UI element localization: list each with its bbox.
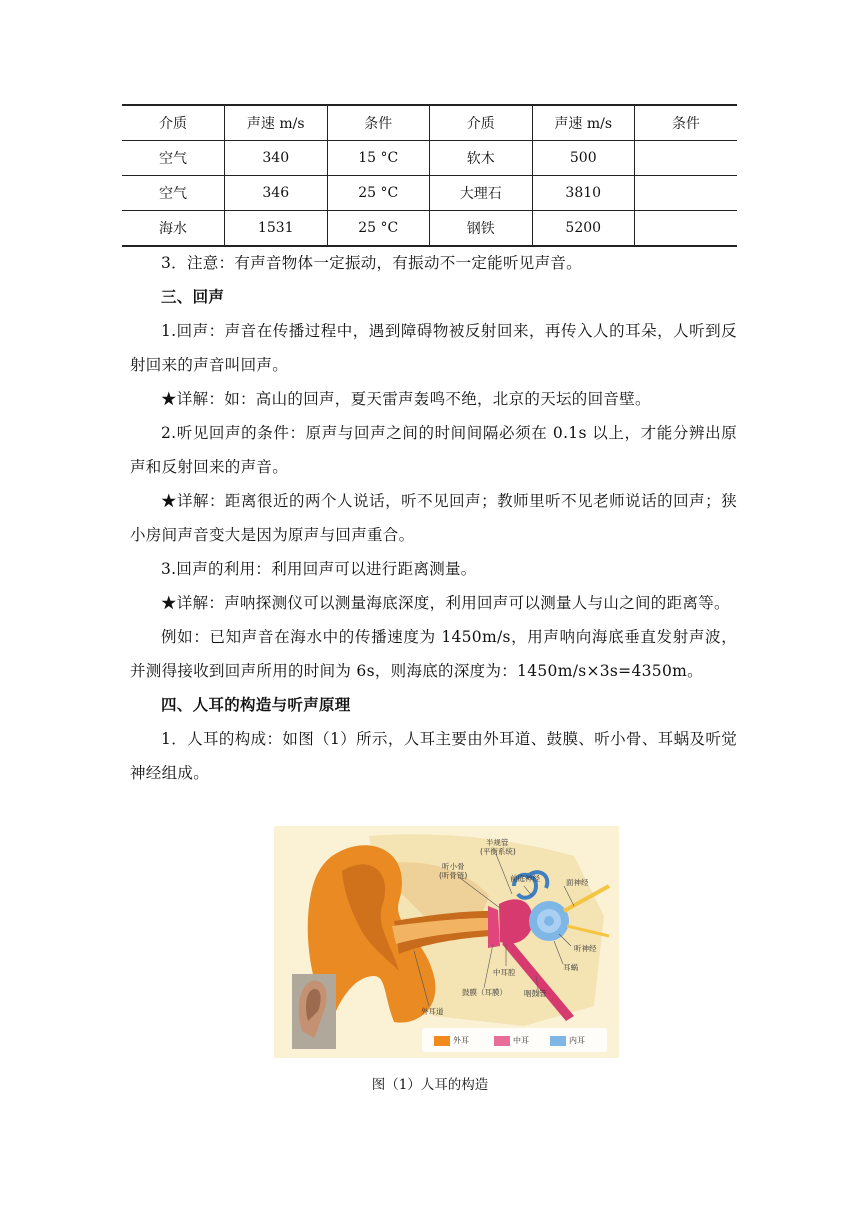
paragraph-echo-definition: 1.回声：声音在传播过程中，遇到障碍物被反射回来，再传入人的耳朵，人听到反射回来的声音叫回声。 (130, 322, 737, 374)
table-cell: 空气 (122, 141, 225, 176)
label-eustachian-tube: 咽鼓管 (524, 989, 547, 998)
paragraph-echo-condition: 2.听见回声的条件：原声与回声之间的时间间隔必须在 0.1s 以上，才能分辨出原声和反射回来的声音。 (130, 424, 737, 476)
table-cell: 3810 (532, 176, 635, 211)
legend-swatch (494, 1036, 510, 1046)
table-header: 介质 (122, 105, 225, 141)
table-cell: 15 °C (327, 141, 430, 176)
paragraph-echo-use: 3.回声的利用：利用回声可以进行距离测量。 (161, 560, 477, 578)
table-cell: 海水 (122, 211, 225, 247)
label-auditory-nerve: 听神经 (574, 944, 597, 953)
table-header: 条件 (327, 105, 430, 141)
table-cell (635, 141, 738, 176)
label-cochlea: 耳蜗 (563, 963, 578, 972)
table-cell: 500 (532, 141, 635, 176)
table-header: 介质 (430, 105, 533, 141)
table-cell: 钢铁 (430, 211, 533, 247)
label-semicircular-sub: (平衡系统) (480, 847, 516, 856)
label-semicircular-canals: 半规管 (486, 838, 509, 847)
paragraph-detail: ★详解：距离很近的两个人说话，听不见回声；教师里听不见老师说话的回声；狭小房间声音变大是因为原声与回声重合。 (130, 492, 737, 544)
label-ossicles: 听小骨 (442, 862, 465, 871)
table-cell (635, 176, 738, 211)
legend-inner-ear (550, 1035, 585, 1046)
ear-diagram (274, 826, 619, 1058)
label-eardrum: 鼓膜（耳膜） (462, 988, 507, 997)
paragraph-detail: ★详解：声呐探测仪可以测量海底深度，利用回声可以测量人与山之间的距离等。 (161, 594, 730, 612)
table-row (122, 211, 737, 247)
legend-label: 中耳 (513, 1036, 529, 1045)
table-cell: 空气 (122, 176, 225, 211)
table-row (122, 141, 737, 176)
table-cell: 软木 (430, 141, 533, 176)
table-cell: 346 (225, 176, 328, 211)
legend-outer-ear (434, 1035, 469, 1046)
table-cell: 25 °C (327, 211, 430, 247)
paragraph-note: 3．注意：有声音物体一定振动，有振动不一定能听见声音。 (161, 254, 582, 272)
table-header-row (122, 105, 737, 141)
ear-structure-figure (274, 826, 619, 1058)
legend-label: 外耳 (453, 1036, 469, 1045)
legend-middle-ear (494, 1035, 529, 1046)
figure-caption: 图（1）人耳的构造 (371, 1077, 489, 1093)
table-cell: 340 (225, 141, 328, 176)
label-ear-canal: 外耳道 (421, 1007, 444, 1016)
label-facial-nerve: 面神经 (566, 878, 589, 887)
table-cell: 大理石 (430, 176, 533, 211)
table-cell: 25 °C (327, 176, 430, 211)
label-vestibular-nerve: 前庭神经 (510, 874, 540, 883)
table-row (122, 176, 737, 211)
document-body (130, 246, 737, 790)
table-cell (635, 211, 738, 247)
sound-speed-table (122, 104, 737, 247)
table-header: 声速 m/s (532, 105, 635, 141)
legend-swatch (434, 1036, 450, 1046)
section-heading-echo: 三、回声 (161, 288, 225, 306)
table-header: 条件 (635, 105, 738, 141)
table-header: 声速 m/s (225, 105, 328, 141)
label-middle-ear-cavity: 中耳腔 (493, 968, 516, 977)
paragraph-ear-structure: 1．人耳的构成：如图（1）所示，人耳主要由外耳道、鼓膜、听小骨、耳蜗及听觉神经组成。 (130, 730, 737, 782)
legend-swatch (550, 1036, 566, 1046)
table-cell: 1531 (225, 211, 328, 247)
legend-label: 内耳 (569, 1036, 585, 1045)
label-ossicles-sub: (听骨链) (439, 871, 468, 880)
paragraph-detail: ★详解：如：高山的回声，夏天雷声轰鸣不绝，北京的天坛的回音壁。 (161, 390, 651, 408)
table-cell: 5200 (532, 211, 635, 247)
section-heading-ear: 四、人耳的构造与听声原理 (161, 696, 351, 714)
paragraph-example: 例如：已知声音在海水中的传播速度为 1450m/s，用声呐向海底垂直发射声波，并测得接收到回声所用的时间为 6s，则海底的深度为：1450m/s×3s=4350m。 (130, 628, 737, 680)
